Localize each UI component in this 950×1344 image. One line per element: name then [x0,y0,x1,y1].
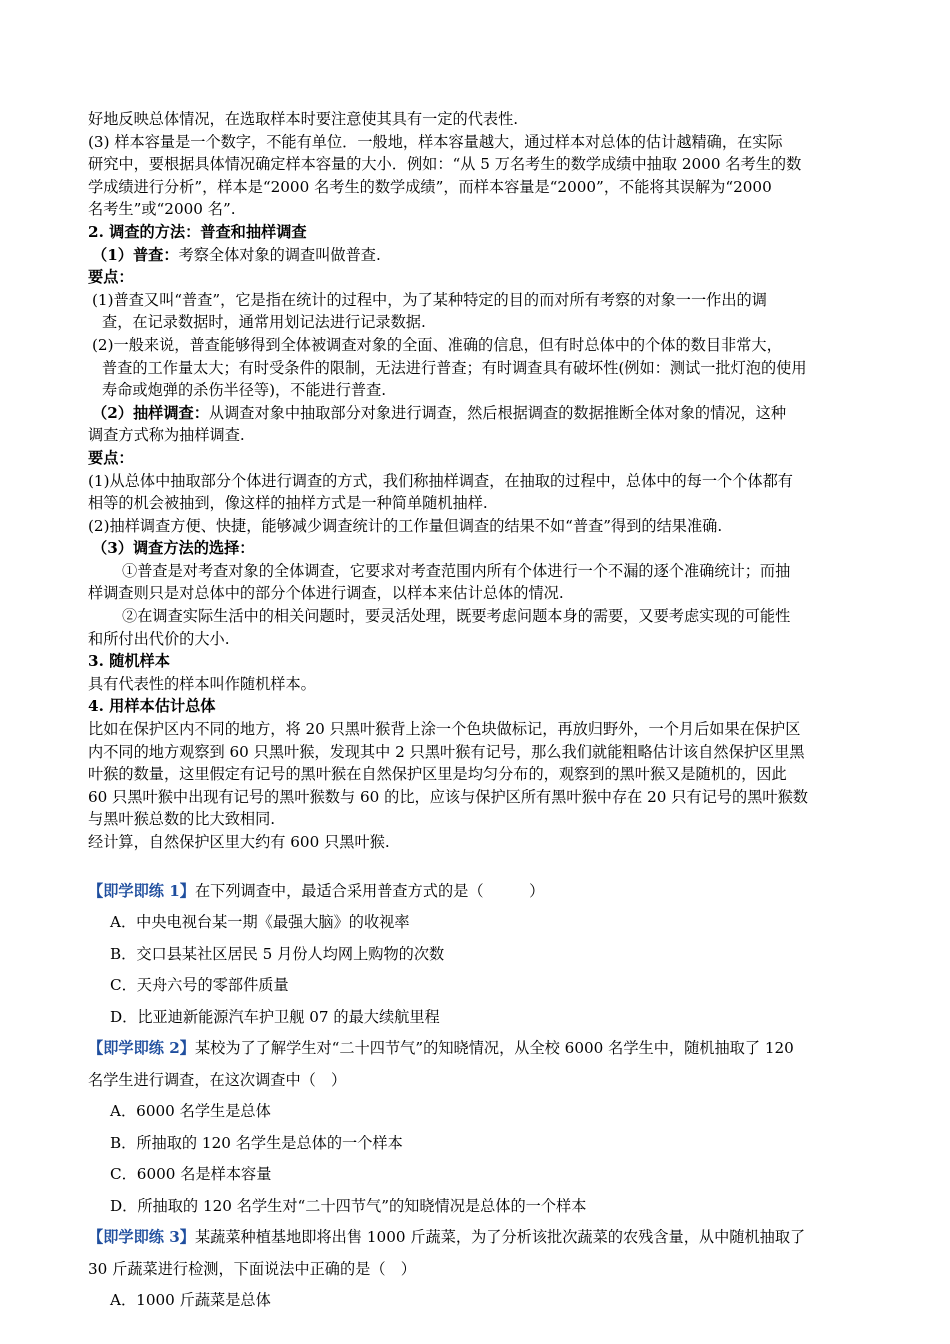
choice-points [88,560,864,650]
text-line: 样调查则只是对总体中的部分个体进行调查，以样本来估计总体的情况. [88,584,564,603]
exercise-stem [88,876,864,908]
census-points [88,289,864,402]
points-label: 要点： [88,268,134,287]
text-line: (2)抽样调查方便、快捷，能够减少调查统计的工作量但调查的结果不如“普查”得到的结果准确. [88,516,723,535]
sampling-points [88,470,864,538]
text-line: ②在调查实际生活中的相关问题时，要灵活处理，既要考虑问题本身的需要，又要考虑实现的可能性 [122,607,791,626]
option-a: A．中央电视台某一期《最强大脑》的收视率 [110,913,410,932]
option-a: A．6000 名学生是总体 [110,1102,271,1121]
census-def: 考察全体对象的调查叫做普查. [178,245,381,264]
text-line: 比如在保护区内不同的地方，将 20 只黑叶猴背上涂一个色块做标记，再放归野外，一个月后如果在保护区 [88,720,801,739]
choice-label: （3）调查方法的选择： [92,539,255,558]
exercise-question: 在下列调查中，最适合采用普查方式的是（ ） [194,881,545,900]
text-line: 普查的工作量太大；有时受条件的限制，无法进行普查；有时调查具有破坏性(例如：测试一批灯泡的使用 [102,358,807,377]
option-b: B．所抽取的 120 名学生是总体的一个样本 [110,1133,403,1152]
intro-paragraph [88,108,864,221]
option-b: B．交口县某社区居民 5 月份人均网上购物的次数 [110,944,445,963]
exercise-question-cont: 30 斤蔬菜进行检测，下面说法中正确的是（ ） [88,1259,416,1278]
option-d: D．所抽取的 120 名学生对“二十四节气”的知晓情况是总体的一个样本 [110,1196,587,1215]
exercise-tag: 【即学即练 1】 [88,881,195,900]
section-2-heading: 2. 调查的方法：普查和抽样调查 [88,222,307,241]
option-c: C．6000 名是样本容量 [110,1165,272,1184]
exercise-question-cont: 名学生进行调查，在这次调查中（ ） [88,1070,347,1089]
exercise-tag: 【即学即练 2】 [88,1039,195,1058]
sampling-definition [88,402,864,425]
census-label: （1）普查： [92,245,179,264]
exercise-stem [88,1222,864,1254]
sampling-def: 从调查对象中抽取部分对象进行调查，然后根据调查的数据推断全体对象的情况，这种 [208,403,787,422]
text-line: 和所付出代价的大小. [88,629,230,648]
text-line: 60 只黑叶猴中出现有记号的黑叶猴数与 60 的比，应该与保护区所有黑叶猴中存在 20 只有记号的黑叶猴数 [88,787,808,806]
exercise-stem [88,1033,864,1065]
option-c: C．天舟六号的零部件质量 [110,976,289,995]
text-line: 与黑叶猴总数的比大致相同. [88,810,276,829]
text-line: 调查方式称为抽样调查. [88,426,245,445]
points-label: 要点： [88,448,134,467]
text-line: (1)从总体中抽取部分个体进行调查的方式，我们称抽样调查，在抽取的过程中，总体中的每一个个体都有 [88,471,793,490]
spacer [88,854,864,876]
text-line: (2)一般来说，普查能够得到全体被调查对象的全面、准确的信息，但有时总体中的个体的数目非常大， [92,335,782,354]
text-line: 内不同的地方观察到 60 只黑叶猴，发现其中 2 只黑叶猴有记号，那么我们就能粗略估计该自然保护区里黑 [88,742,805,761]
sampling-label: （2）抽样调查： [92,403,209,422]
text-line: 寿命或炮弹的杀伤半径等)，不能进行普查. [102,381,387,400]
text-line: (1)普查又叫“普查”，它是指在统计的过程中，为了某种特定的目的而对所有考察的对象一一作出的调 [92,290,767,309]
option-a: A．1000 斤蔬菜是总体 [110,1291,271,1310]
option-d: D．比亚迪新能源汽车护卫舰 07 的最大续航里程 [110,1007,440,1026]
text-line: 学成绩进行分析”，样本是“2000 名考生的数学成绩”，而样本容量是“2000”，不能将其误解为“2000 [88,177,772,196]
section-3-heading: 3. 随机样本 [88,652,170,671]
text-line: 叶猴的数量，这里假定有记号的黑叶猴在自然保护区里是均匀分布的，观察到的黑叶猴又是随机的，因此 [88,765,787,784]
text-line: (3) 样本容量是一个数字，不能有单位．一般地，样本容量越大，通过样本对总体的估计越精确，在实际 [88,132,783,151]
exercise-question: 某校为了了解学生对“二十四节气”的知晓情况，从全校 6000 名学生中，随机抽取了 120 [194,1039,794,1058]
exercise-tag: 【即学即练 3】 [88,1228,195,1247]
text-line: 研究中，要根据具体情况确定样本容量的大小．例如：“从 5 万名考生的数学成绩中抽取 2000 名考生的数 [88,155,802,174]
section-4-paragraph [88,718,864,854]
text-line: 经计算，自然保护区里大约有 600 只黑叶猴. [88,833,390,851]
exercise-3 [88,1222,864,1317]
census-definition [88,244,864,267]
exercise-question: 某蔬菜种植基地即将出售 1000 斤蔬菜，为了分析该批次蔬菜的农残含量，从中随机抽取了 [194,1228,806,1247]
section-4-heading: 4. 用样本估计总体 [88,697,216,716]
text-line: 查，在记录数据时，通常用划记法进行记录数据. [102,313,426,332]
text-line: 相等的机会被抽到，像这样的抽样方式是一种简单随机抽样. [88,494,488,513]
text-line: 好地反映总体情况，在选取样本时要注意使其具有一定的代表性. [88,110,519,128]
exercise-1 [88,876,864,1034]
section-3-text: 具有代表性的样本叫作随机样本。 [88,674,316,693]
document-page [88,108,864,1317]
text-line: 名考生”或“2000 名”. [88,200,236,219]
exercise-2 [88,1033,864,1222]
text-line: ①普查是对考查对象的全体调查，它要求对考查范围内所有个体进行一个不漏的逐个准确统计；而抽 [122,561,791,580]
